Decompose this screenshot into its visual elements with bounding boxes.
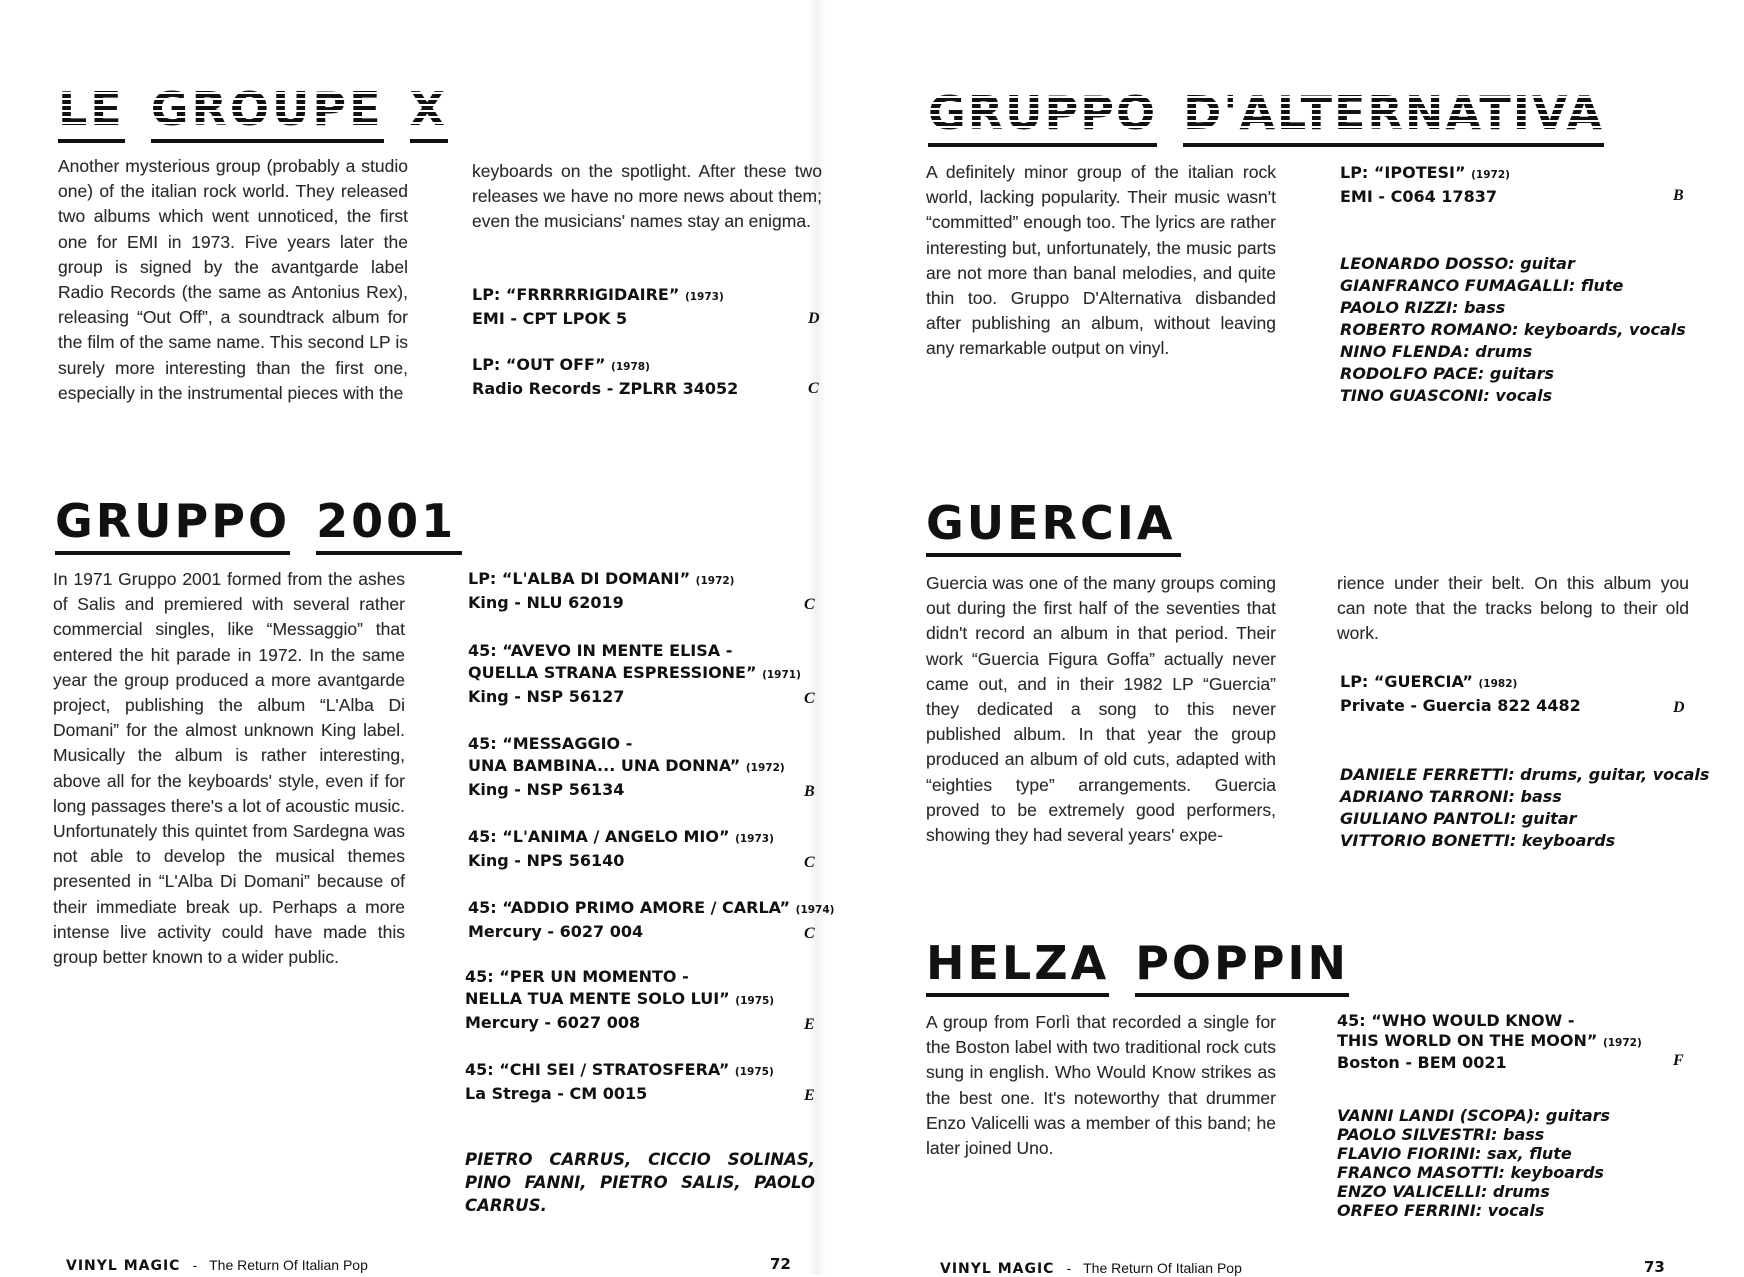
record-year: (1975) (735, 995, 775, 1007)
member: ENZO VALICELLI: drums (1337, 1182, 1550, 1201)
record-per-un-momento (465, 966, 822, 1034)
record-title: LP: “IPOTESI” (1340, 163, 1466, 182)
heading-word: HELZA (926, 936, 1109, 997)
record-year: (1971) (762, 669, 801, 681)
helza-poppin-text: A group from Forlì that recorded a single for the Boston label with two traditional rock cuts sung in english. Who Would Know strikes as the best one. It's noteworthy that drummer Enzo Valicelli was a member of this band; he later joined Uno. (926, 1012, 1276, 1159)
record-grade: C (804, 596, 815, 613)
record-title-line: 45: “WHO WOULD KNOW - (1337, 1011, 1575, 1030)
record-title: THIS WORLD ON THE MOON” (1337, 1031, 1598, 1050)
record-year: (1972) (1602, 1037, 1642, 1049)
record-out-off (472, 354, 822, 400)
record-title-line: 45: “MESSAGGIO - (468, 734, 633, 753)
record-grade: B (1673, 187, 1684, 204)
gruppo-2001-text: In 1971 Gruppo 2001 formed from the ashes of Salis and premiered with several rather commercial singles, like “Messaggio” that entered the hit parade in 1972. In the same year the group produced a more avantgarde project, publishing the album “L'Alba Di Domani” for the almost unknown King label. Musically the album is rather interesting, above all for the keyboards' style, even if for long passages there's a lot of acoustic music. Unfortunately this quintet from Sardegna was not able to develop the musical themes presented in “L'Alba Di Domani” because of their immediate break up. Perhaps a more intense live activity could have made this group better known to a wider public. (53, 569, 405, 968)
guercia-members (1340, 764, 1709, 852)
record-grade: F (1673, 1052, 1684, 1069)
record-label: EMI - CPT LPOK 5 (472, 309, 628, 328)
record-messaggio (468, 733, 822, 801)
record-year: (1974) (795, 904, 835, 916)
record-label: Radio Records - ZPLRR 34052 (472, 379, 739, 398)
record-label: King - NSP 56127 (468, 687, 625, 706)
guercia-text-col1: Guercia was one of the many groups coming out during the first half of the seventies that didn't record an album in that period. Their work “Guercia Figura Goffa” actually never came out, and in their 1982 LP “Guercia” they dedicated a song to this never published album. In that year the group produced an album of old cuts, adapted with “eighties type” arrangements. Guercia proved to be extremely good performers, showing they had several years' expe- (926, 573, 1276, 846)
record-grade: D (808, 310, 820, 327)
record-addio-primo-amore (468, 897, 835, 943)
record-label: King - NPS 56140 (468, 851, 625, 870)
member: GIULIANO PANTOLI: guitar (1340, 809, 1577, 828)
record-title: 45: “ADDIO PRIMO AMORE / CARLA” (468, 898, 791, 917)
member: VANNI LANDI (SCOPA): guitars (1337, 1106, 1611, 1125)
record-year: (1973) (735, 833, 774, 845)
helza-poppin-members (1337, 1106, 1610, 1220)
record-grade: E (804, 1087, 815, 1104)
member: GIANFRANCO FUMAGALLI: flute (1340, 276, 1624, 295)
record-chi-sei (465, 1059, 822, 1105)
gruppo-dalternativa-members (1340, 253, 1686, 407)
record-grade: C (804, 925, 815, 942)
page-number-right: 73 (1644, 1258, 1665, 1276)
member: LEONARDO DOSSO: guitar (1340, 254, 1575, 273)
member: ORFEO FERRINI: vocals (1337, 1201, 1545, 1220)
heading-word: LE (58, 82, 125, 143)
record-label: Mercury - 6027 008 (465, 1013, 641, 1032)
record-avevo-in-mente-elisa (468, 640, 822, 708)
heading-le-groupe-x (58, 82, 448, 143)
le-groupe-x-text-col1: Another mysterious group (probably a studio one) of the italian rock world. They released two albums which went unnoticed, the first one for EMI in 1973. Five years later the group is signed by the avantgarde label Radio Records (the same as Antonius Rex), releasing “Out Off”, a soundtrack album for the film of the same name. This second LP is surely more interesting than the first one, especially in the instrumental pieces with the (58, 156, 408, 403)
record-grade: C (804, 854, 815, 871)
record-year: (1973) (684, 291, 724, 303)
record-title: NELLA TUA MENTE SOLO LUI” (465, 989, 730, 1008)
magazine-name: VINYL MAGIC (66, 1258, 181, 1274)
magazine-subtitle: The Return Of Italian Pop (209, 1257, 368, 1273)
record-lanima (468, 826, 822, 872)
page-number-left: 72 (770, 1255, 791, 1273)
member: PAOLO SILVESTRI: bass (1337, 1125, 1545, 1144)
record-label: Private - Guercia 822 4482 (1340, 696, 1581, 715)
le-groupe-x-text-col2: keyboards on the spotlight. After these two releases we have no more news about them; even the musicians' names stay an enigma. (472, 161, 822, 232)
heading-word: GRUPPO (55, 494, 290, 555)
footer-right (940, 1260, 1242, 1277)
footer-separator: - (1066, 1260, 1072, 1276)
magazine-name: VINYL MAGIC (940, 1261, 1055, 1277)
record-title-line: 45: “PER UN MOMENTO - (465, 967, 689, 986)
record-grade: B (804, 783, 815, 800)
member: PAOLO RIZZI: bass (1340, 298, 1506, 317)
record-label: King - NLU 62019 (468, 593, 624, 612)
member: TINO GUASCONI: vocals (1340, 386, 1553, 405)
heading-gruppo-2001 (55, 494, 462, 555)
heading-word: POPPIN (1135, 936, 1349, 997)
record-grade: E (804, 1016, 815, 1033)
gruppo-dalternativa-text: A definitely minor group of the italian rock world, lacking popularity. Their music wasn't “committed” enough too. The lyrics are rather interesting but, unfortunately, the music parts are not more than banal melodies, and quite thin too. Gruppo D'Alternativa disbanded after publishing an album, without leaving any remarkable output on vinyl. (926, 162, 1276, 359)
magazine-subtitle: The Return Of Italian Pop (1083, 1260, 1242, 1276)
record-label: King - NSP 56134 (468, 780, 625, 799)
record-title-line: 45: “AVEVO IN MENTE ELISA - (468, 641, 733, 660)
heading-word: X (410, 82, 448, 143)
heading-word: GROUPE (151, 82, 384, 143)
member: RODOLFO PACE: guitars (1340, 364, 1555, 383)
record-year: (1978) (611, 361, 650, 373)
member: DANIELE FERRETTI: drums, guitar, vocals (1340, 765, 1710, 784)
member: ADRIANO TARRONI: bass (1340, 787, 1562, 806)
record-title: LP: “OUT OFF” (472, 355, 606, 374)
record-who-would-know (1337, 1011, 1690, 1073)
record-grade: D (1673, 699, 1685, 716)
footer-left (66, 1257, 368, 1274)
member: ROBERTO ROMANO: keyboards, vocals (1340, 320, 1686, 339)
member: NINO FLENDA: drums (1340, 342, 1533, 361)
record-title: LP: “L'ALBA DI DOMANI” (468, 569, 691, 588)
heading-helza-poppin (926, 936, 1349, 997)
record-year: (1972) (695, 575, 735, 587)
guercia-text-col2: rience under their belt. On this album you can note that the tracks belong to their old work. (1337, 573, 1689, 644)
member: VITTORIO BONETTI: keyboards (1340, 831, 1616, 850)
record-year: (1975) (734, 1066, 774, 1078)
record-label: Boston - BEM 0021 (1337, 1053, 1507, 1072)
record-title: LP: “FRRRRRIGIDAIRE” (472, 285, 680, 304)
record-year: (1972) (1471, 169, 1510, 181)
record-label: Mercury - 6027 004 (468, 922, 644, 941)
record-grade: C (808, 380, 819, 397)
record-ipotesi (1340, 162, 1690, 208)
record-title: 45: “CHI SEI / STRATOSFERA” (465, 1060, 730, 1079)
heading-word: D'ALTERNATIVA (1183, 86, 1604, 147)
member: FLAVIO FIORINI: sax, flute (1337, 1144, 1572, 1163)
heading-guercia (926, 496, 1181, 557)
record-title: 45: “L'ANIMA / ANGELO MIO” (468, 827, 730, 846)
record-title: QUELLA STRANA ESPRESSIONE” (468, 663, 757, 682)
gruppo-2001-members: PIETRO CARRUS, CICCIO SOLINAS, PINO FANNI, PIETRO SALIS, PAOLO CARRUS. (465, 1150, 815, 1215)
record-label: EMI - C064 17837 (1340, 187, 1497, 206)
heading-gruppo-dalternativa (928, 86, 1604, 147)
heading-word: GUERCIA (926, 496, 1181, 557)
record-year: (1982) (1478, 678, 1518, 690)
record-grade: C (804, 690, 815, 707)
heading-word: GRUPPO (928, 86, 1157, 147)
heading-word: 2001 (316, 494, 462, 555)
record-title: UNA BAMBINA... UNA DONNA” (468, 756, 741, 775)
footer-separator: - (192, 1257, 198, 1273)
record-frrrrrigidaire (472, 284, 822, 330)
record-guercia (1340, 671, 1690, 717)
record-label: La Strega - CM 0015 (465, 1084, 648, 1103)
record-title: LP: “GUERCIA” (1340, 672, 1473, 691)
record-year: (1972) (745, 762, 785, 774)
member: FRANCO MASOTTI: keyboards (1337, 1163, 1604, 1182)
record-alba-di-domani (468, 568, 822, 614)
